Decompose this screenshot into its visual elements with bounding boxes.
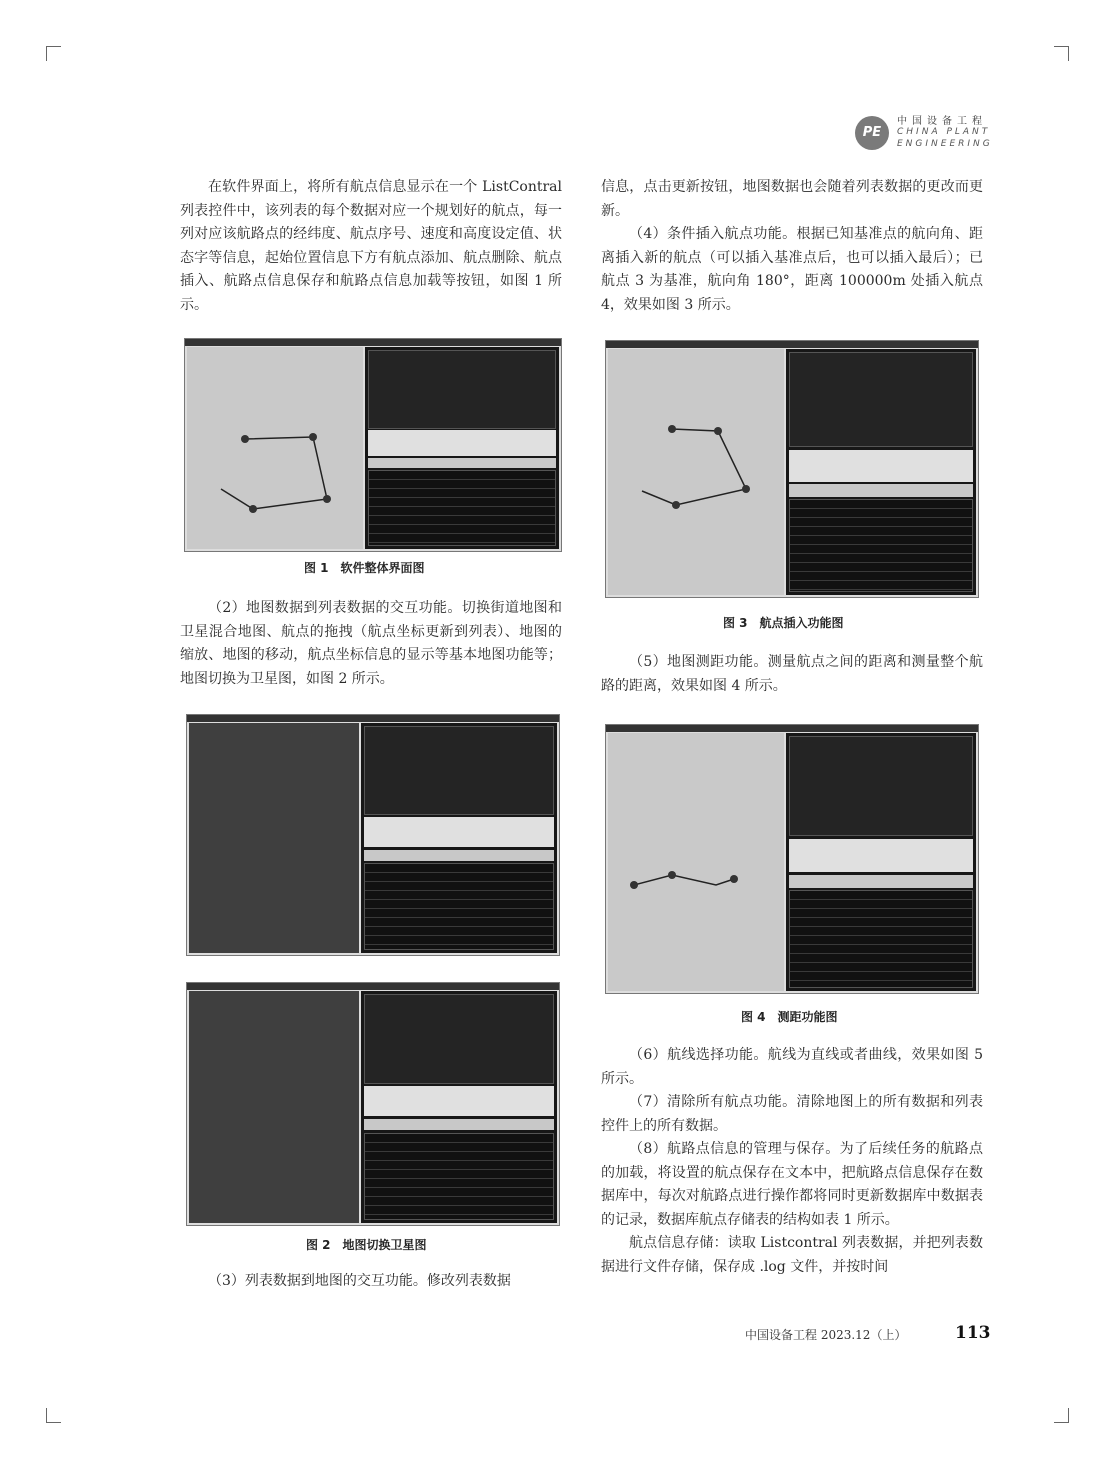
left-paragraph-2-block [180,597,562,691]
figure-3-screenshot [605,340,979,598]
crop-mark-bottom-right [1054,1408,1069,1423]
right-paragraph-2: （4）条件插入航点功能。根据已知基准点的航向角、距离插入新的航点（可以插入基准点后，也可以插入最后）；已航点 3 为基准，航向角 180°，距离 100000m 处插入航点 4，效果如图 3 所示。 [601,226,983,313]
right-paragraph-3-block [601,651,983,698]
right-paragraph-7: 航点信息存储：读取 Listcontral 列表数据，并把列表数据进行文件存储，保存成 .log 文件，并按时间 [601,1235,983,1275]
figure-2b-screenshot [186,982,560,1226]
right-paragraph-4: （6）航线选择功能。航线为直线或者曲线，效果如图 5 所示。 [601,1047,983,1087]
page-number: 113 [955,1323,991,1343]
left-paragraph-3-block [180,1270,562,1294]
left-paragraph-1: 在软件界面上，将所有航点信息显示在一个 ListContral 列表控件中，该列表的每个数据对应一个规划好的航点，每一列对应该航路点的经纬度、航点序号、速度和高度设定值、状态字等信息，起始位置信息下方有航点添加、航点删除、航点插入、航路点信息保存和航路点信息加载等按钮，如图 1 所示。 [180,179,562,313]
figure-4-screenshot [605,724,979,994]
left-paragraph-3: （3）列表数据到地图的交互功能。修改列表数据 [208,1273,511,1289]
figure-1-caption: 图 1 软件整体界面图 [304,561,425,575]
right-paragraph-3: （5）地图测距功能。测量航点之间的距离和测量整个航路的距离，效果如图 4 所示。 [601,654,983,694]
footer-journal-issue: 中国设备工程 2023.12（上） [745,1328,907,1342]
right-paragraphs-4-7-block [601,1044,983,1279]
right-paragraph-1: 信息，点击更新按钮，地图数据也会随着列表数据的更改而更新。 [601,179,983,219]
left-paragraph-1-block [180,176,562,317]
right-paragraph-5: （7）清除所有航点功能。清除地图上的所有数据和列表控件上的所有数据。 [601,1094,983,1134]
journal-logo-icon: PE [855,116,889,150]
right-paragraph-1-block [601,176,983,317]
left-paragraph-2: （2）地图数据到列表数据的交互功能。切换街道地图和卫星混合地图、航点的拖拽（航点坐标更新到列表）、地图的缩放、地图的移动，航点坐标信息的显示等基本地图功能等；地图切换为卫星图，如图 2 所示。 [180,600,562,687]
journal-logo [855,112,993,152]
figure-2a-screenshot [186,714,560,956]
journal-name-en-1: CHINA PLANT [897,127,991,137]
figure-4-caption: 图 4 测距功能图 [741,1010,838,1024]
right-paragraph-6: （8）航路点信息的管理与保存。为了后续任务的航路点的加载，将设置的航点保存在文本中，把航路点信息保存在数据库中，每次对航路点进行操作都将同时更新数据库中数据表的记录，数据库航点存储表的结构如表 1 所示。 [601,1141,983,1228]
figure-1-screenshot [184,338,562,552]
crop-mark-top-left [46,46,61,61]
figure-3-caption: 图 3 航点插入功能图 [723,616,844,630]
journal-name-en-2: ENGINEERING [897,139,993,149]
journal-name-cn: 中国设备工程 [897,116,987,127]
crop-mark-bottom-left [46,1408,61,1423]
crop-mark-top-right [1054,46,1069,61]
figure-2-caption: 图 2 地图切换卫星图 [306,1238,427,1252]
